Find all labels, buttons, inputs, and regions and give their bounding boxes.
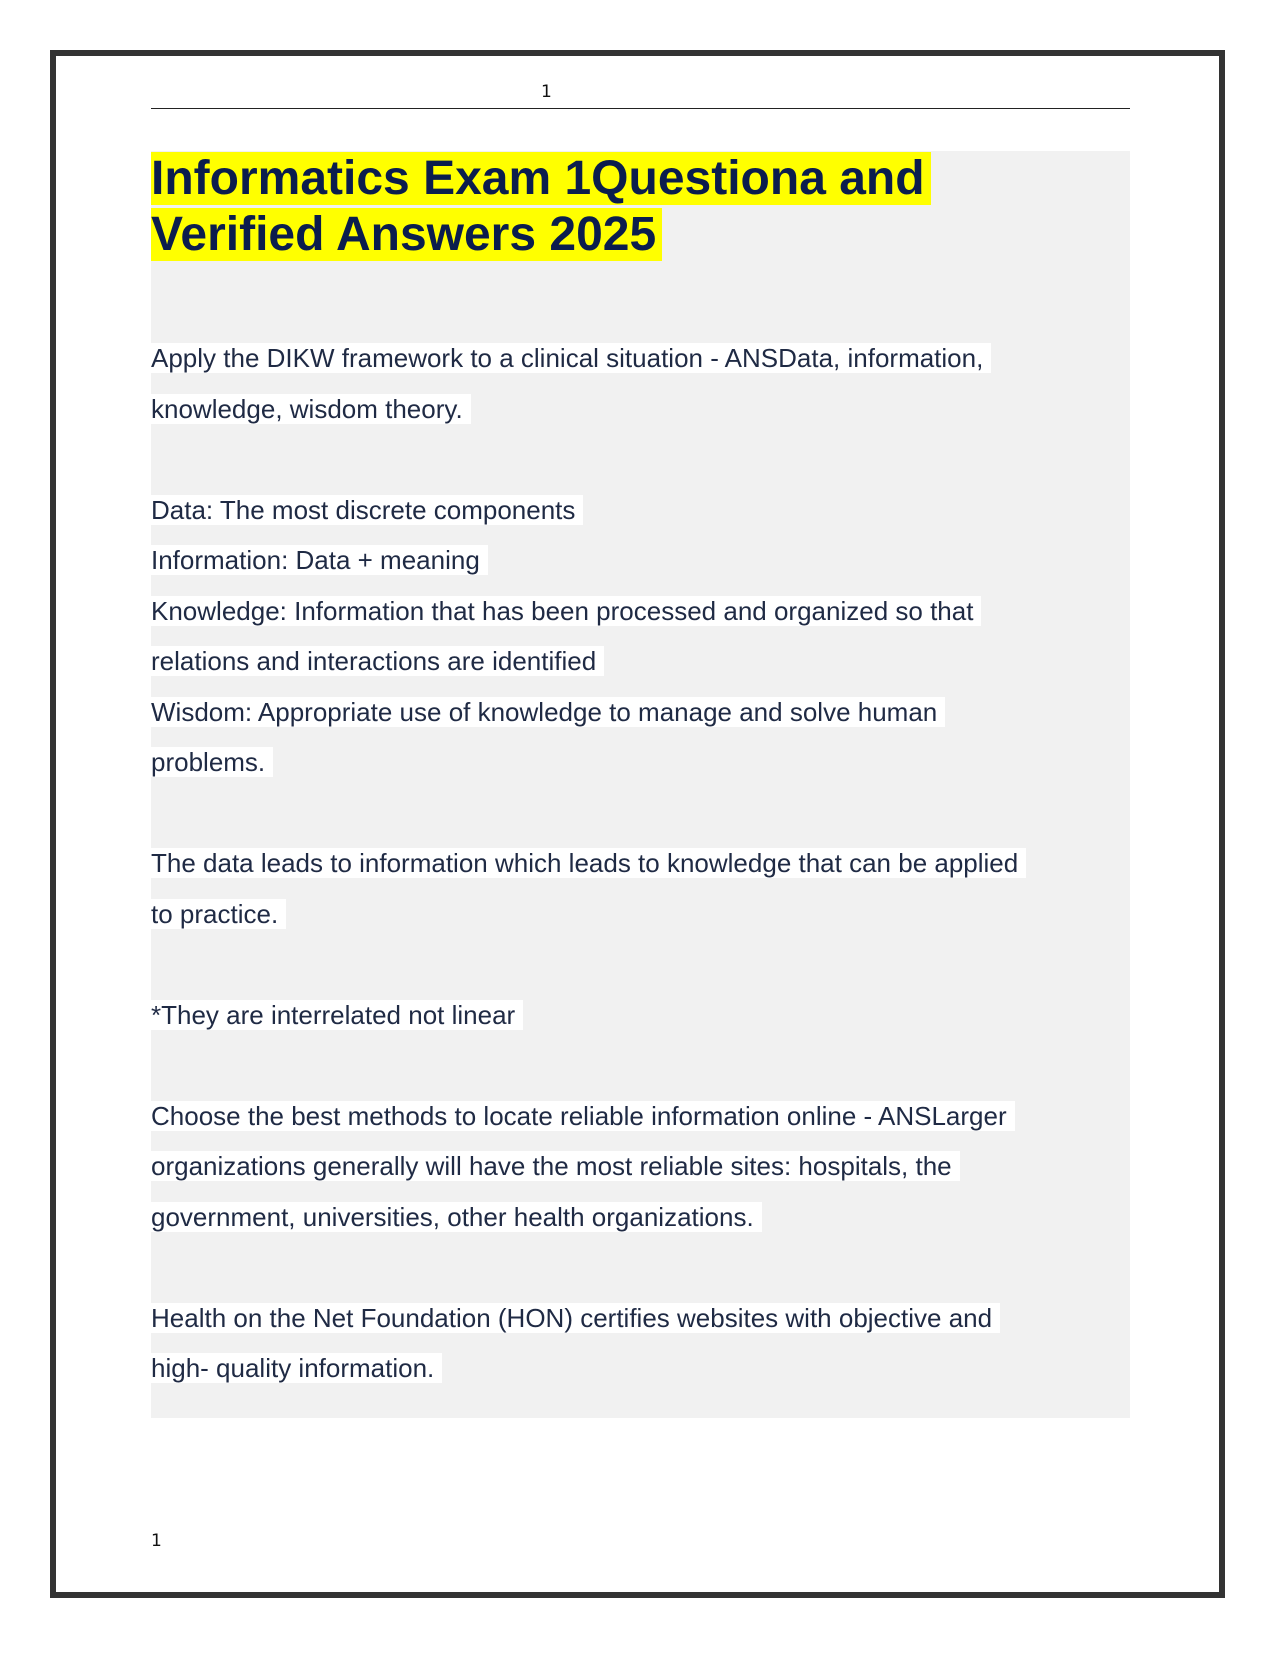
text-line: Wisdom: Appropriate use of knowledge to manage and solve human [151, 687, 1130, 738]
text-line: organizations generally will have the most reliable sites: hospitals, the [151, 1141, 1130, 1192]
spacer [151, 939, 1130, 990]
text-line: to practice. [151, 889, 1130, 940]
spacer [151, 434, 1130, 485]
title-line-2: Verified Answers 2025 [151, 208, 662, 261]
text-line: Health on the Net Foundation (HON) certifies websites with objective and [151, 1293, 1130, 1344]
document-body [151, 151, 1130, 1418]
text-line: *They are interrelated not linear [151, 990, 1130, 1041]
text-line: The data leads to information which leads to knowledge that can be applied [151, 838, 1130, 889]
footer-page-number: 1 [151, 1531, 162, 1551]
spacer [151, 1242, 1130, 1293]
text-line: government, universities, other health organizations. [151, 1192, 1130, 1243]
body-text [151, 307, 1130, 1394]
text-line: high- quality information. [151, 1343, 1130, 1394]
header-page-number: 1 [541, 82, 552, 102]
spacer [151, 1040, 1130, 1091]
text-line: Apply the DIKW framework to a clinical situation - ANSData, information, [151, 333, 1130, 384]
title-line-1: Informatics Exam 1Questiona and [151, 152, 931, 205]
text-line: relations and interactions are identified [151, 636, 1130, 687]
text-line: Data: The most discrete components [151, 485, 1130, 536]
document-page [50, 50, 1225, 1598]
header-divider [151, 108, 1130, 109]
text-line: Information: Data + meaning [151, 535, 1130, 586]
text-line: Knowledge: Information that has been processed and organized so that [151, 586, 1130, 637]
text-line: knowledge, wisdom theory. [151, 384, 1130, 435]
spacer [151, 788, 1130, 839]
document-title [151, 151, 1130, 263]
text-line: Choose the best methods to locate reliable information online - ANSLarger [151, 1091, 1130, 1142]
spacer [151, 307, 1130, 333]
text-line: problems. [151, 737, 1130, 788]
